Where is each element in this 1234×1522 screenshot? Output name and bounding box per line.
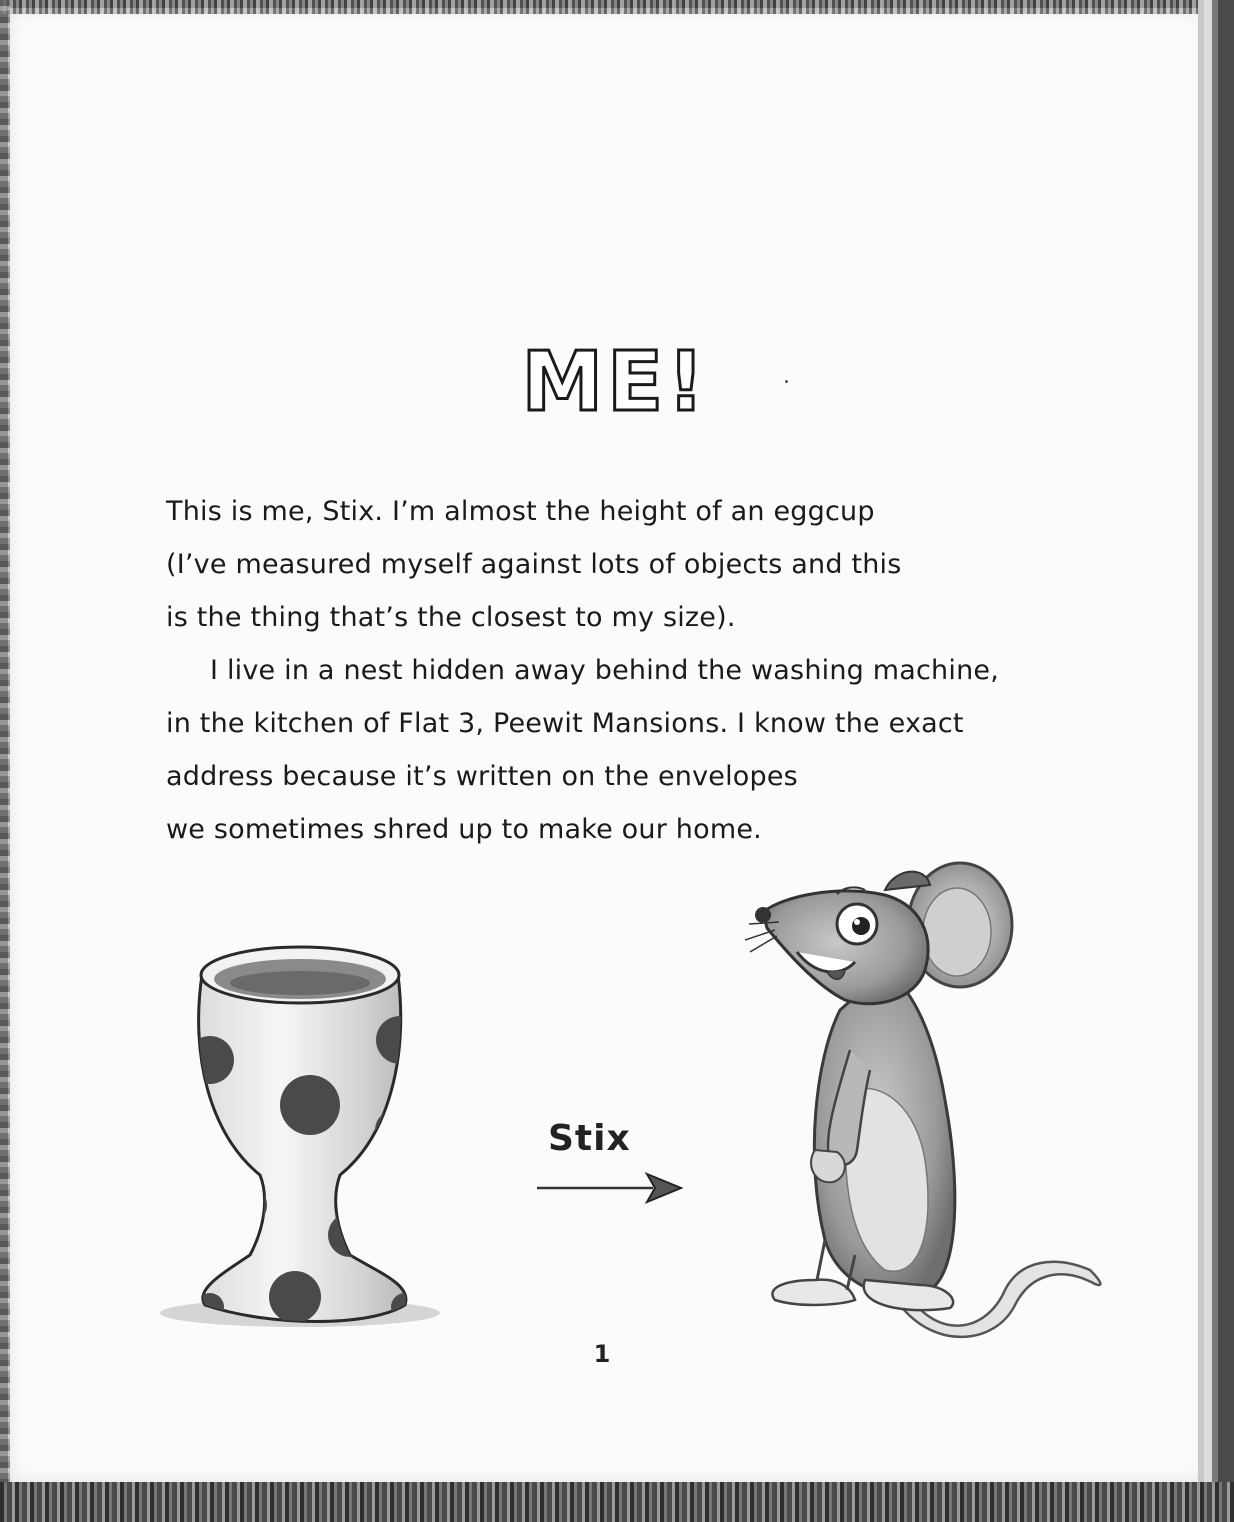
text-line: This is me, Stix. I’m almost the height of an eggcup [166, 496, 875, 527]
stix-label: Stix [548, 1118, 631, 1159]
text-line: is the thing that’s the closest to my size). [166, 602, 736, 633]
rough-right-edge [1198, 0, 1234, 1522]
ink-speck [785, 380, 788, 383]
rough-top-edge [0, 0, 1234, 14]
rough-bottom-edge [0, 1482, 1234, 1522]
text-line: in the kitchen of Flat 3, Peewit Mansions. I know the exact [166, 708, 964, 739]
text-line: I live in a nest hidden away behind the washing machine, [210, 655, 999, 686]
mouse-character-icon [745, 860, 1115, 1355]
rough-left-edge [0, 0, 10, 1522]
arrow-right-icon [535, 1168, 685, 1208]
page-title [500, 340, 730, 420]
polka-dot-eggcup-icon [150, 935, 440, 1330]
title-text: ME! [521, 340, 709, 420]
text-line: (I’ve measured myself against lots of objects and this [166, 549, 902, 580]
body-text [166, 485, 1066, 856]
text-line: address because it’s written on the envelopes [166, 761, 798, 792]
page-number: 1 [593, 1340, 611, 1368]
text-line: we sometimes shred up to make our home. [166, 814, 762, 845]
